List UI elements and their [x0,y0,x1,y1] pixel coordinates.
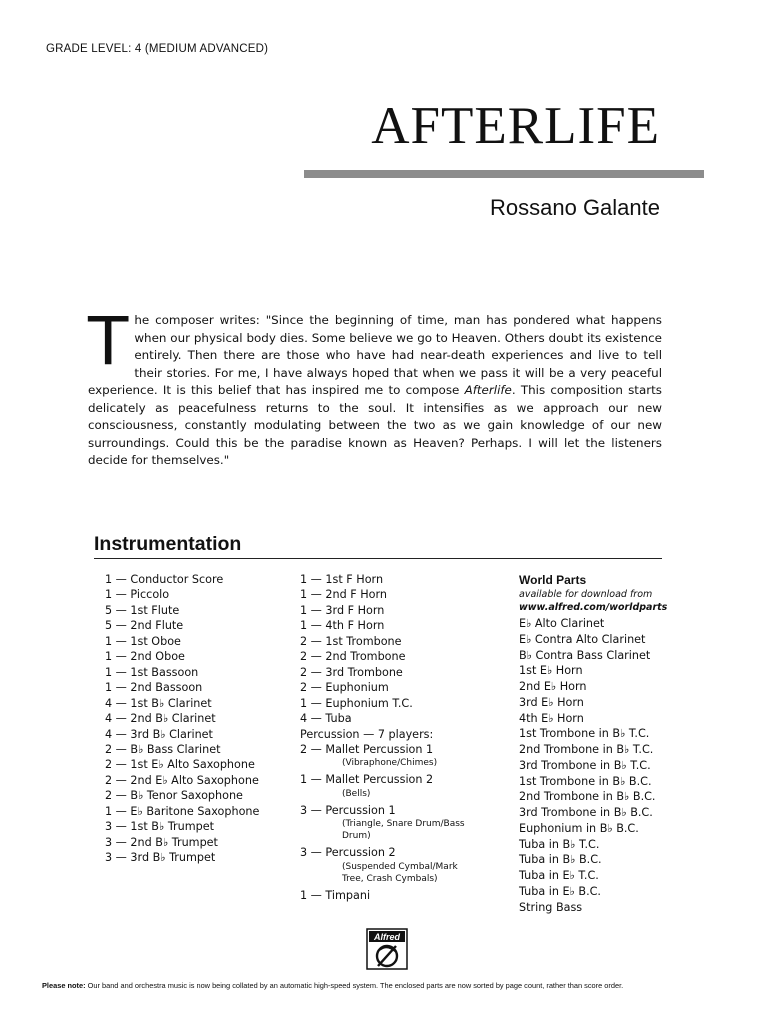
instrument-entry [105,603,259,618]
instrument-entry [105,850,259,865]
instrument-detail: (Vibraphone/Chimes) [342,758,438,769]
instrument-label: 1 — 2nd Bassoon [105,681,203,695]
instrument-entry [300,572,465,587]
program-note-text-1: he composer writes: "Since the beginning of time, man has pondered what happens when our physical body dies. Some believe we go to Heaven. Others doubt its existence entirely. Then there are those who have had near-death experiences and live to tell their stories. For me, I have always hoped that when we pass it will be a very peaceful experience. It is this belief that has inspired me to compose [88,313,662,397]
instrument-entry [105,711,259,726]
instrument-label: 1 — 1st F Horn [300,573,384,586]
instrument-detail: Tree, Crash Cymbals) [342,873,438,884]
drop-cap: T [88,303,129,380]
instrument-entry [300,888,465,903]
instrument-entry [105,649,259,664]
world-parts [519,572,719,915]
world-part-item: Euphonium in B♭ B.C. [519,821,639,835]
instrument-entry [105,757,259,772]
instrument-label: 1 — E♭ Baritone Saxophone [105,804,260,818]
program-note-text-2: . This composition starts delicately as peacefulness returns to the soul. It intensifies as we approach our new consciousness, constantly modulating between the two as we gain knowledge of our new surroundings. Could this be the paradise known as Heaven? Perhaps. I will let the listeners decide for themselves." [88,383,663,467]
instrument-entry [300,680,465,695]
instrument-entry [300,665,465,680]
instrument-label: 1 — Conductor Score [105,573,224,586]
instrument-label: 1 — 1st Oboe [105,634,181,648]
instrumentation-heading: Instrumentation [94,533,242,555]
instrumentation-column-2 [300,572,465,903]
instrument-label: 3 — 3rd B♭ Trumpet [105,851,216,865]
instrument-detail: Drum) [342,831,371,842]
instrument-label: 3 — 2nd B♭ Trumpet [105,835,218,849]
instrument-label: 2 — 2nd E♭ Alto Saxophone [105,773,259,787]
world-part-item: 3rd E♭ Horn [519,695,584,709]
instrument-label: 1 — 4th F Horn [300,619,385,633]
instrument-entry [300,634,465,649]
instrument-entry [105,680,259,695]
footer-note [42,981,623,990]
world-part-item: Tuba in E♭ B.C. [519,884,601,898]
instrument-entry [105,618,259,633]
instrument-label: 1 — Piccolo [105,588,170,602]
instrument-label: Percussion — 7 players: [300,727,434,741]
world-part-item: 4th E♭ Horn [519,711,584,725]
instrument-entry [300,603,465,618]
instrument-entry [105,634,259,649]
instrument-label: 4 — 2nd B♭ Clarinet [105,712,216,726]
instrument-label: 1 — 1st Bassoon [105,665,199,679]
instrument-entry [300,696,465,711]
instrumentation-column-1 [105,572,259,866]
world-part-item: Tuba in B♭ B.C. [519,853,602,867]
instrument-entry [105,572,259,587]
instrument-entry [105,819,259,834]
title-rule [304,170,704,178]
instrument-label: 4 — 1st B♭ Clarinet [105,696,212,710]
instrument-label: 3 — Percussion 2 [300,846,396,860]
program-note-work-title: Afterlife [464,383,512,397]
world-parts-availability: available for download from [519,589,653,600]
world-part-item: Tuba in E♭ T.C. [519,869,599,882]
instrument-detail: (Triangle, Snare Drum/Bass [342,819,465,830]
footer-note-text: Our band and orchestra music is now being collated by an automatic high-speed system. The enclosed parts are now sorted by page count, rather than score order. [85,981,624,990]
world-part-item: 2nd Trombone in B♭ B.C. [519,790,656,804]
world-part-item: 3rd Trombone in B♭ T.C. [519,758,651,772]
composer-name: Rossano Galante [490,195,660,220]
world-parts-url[interactable]: www.alfred.com/worldparts [519,602,668,613]
instrument-label: 2 — 2nd Trombone [300,650,406,664]
instrument-entry [105,727,259,742]
instrument-entry [105,835,259,850]
world-part-item: E♭ Contra Alto Clarinet [519,632,646,646]
instrument-entry [300,587,465,602]
instrument-entry [105,773,259,788]
world-part-item: String Bass [519,900,583,914]
world-part-item: 3rd Trombone in B♭ B.C. [519,806,653,819]
instrument-label: 2 — B♭ Bass Clarinet [105,742,221,756]
world-parts-list [519,616,719,915]
instrument-label: 4 — Tuba [300,712,352,726]
instrument-entry [105,587,259,602]
instrument-label: 2 — 3rd Trombone [300,665,403,679]
grade-level: GRADE LEVEL: 4 (MEDIUM ADVANCED) [46,43,269,55]
world-parts-heading: World Parts [519,573,587,587]
alfred-logo-icon [366,928,408,970]
instrumentation-rule [94,558,662,559]
instrument-entry [300,845,465,884]
instrument-entry [105,742,259,757]
footer-note-label: Please note: [42,981,86,990]
piece-title: AFTERLIFE [371,97,660,155]
world-part-item: B♭ Contra Bass Clarinet [519,648,651,662]
instrument-label: 1 — Euphonium T.C. [300,696,413,710]
logo-text: Alfred [373,932,401,942]
instrument-label: 5 — 2nd Flute [105,619,184,633]
instrument-label: 1 — Mallet Percussion 2 [300,773,434,787]
instrument-label: 1 — 3rd F Horn [300,603,385,617]
instrument-entry [300,711,465,726]
instrument-entry [105,804,259,819]
instrument-entry [300,742,465,769]
instrument-entry [105,788,259,803]
instrument-label: 3 — 1st B♭ Trumpet [105,820,214,834]
instrument-detail: (Suspended Cymbal/Mark [342,861,458,872]
instrument-label: 2 — 1st E♭ Alto Saxophone [105,758,255,772]
world-part-item: 1st Trombone in B♭ T.C. [519,727,650,741]
world-part-item: 1st E♭ Horn [519,664,583,678]
instrument-entry [105,665,259,680]
instrument-entry [105,696,259,711]
world-part-item: 2nd Trombone in B♭ T.C. [519,743,654,756]
program-note [88,303,663,470]
instrument-label: 5 — 1st Flute [105,603,180,617]
instrument-entry [300,727,465,742]
world-part-item: Tuba in B♭ T.C. [519,837,600,851]
alfred-logo [366,928,408,970]
instrument-label: 2 — 1st Trombone [300,634,402,648]
instrument-label: 3 — Percussion 1 [300,803,396,817]
instrument-label: 2 — B♭ Tenor Saxophone [105,789,243,803]
instrument-label: 2 — Euphonium [300,681,389,695]
instrument-detail: (Bells) [342,788,371,799]
world-part-item: E♭ Alto Clarinet [519,617,605,630]
instrument-label: 1 — Timpani [300,888,371,902]
instrument-label: 1 — 2nd F Horn [300,588,388,602]
instrument-label: 4 — 3rd B♭ Clarinet [105,727,213,741]
world-part-item: 1st Trombone in B♭ B.C. [519,774,652,788]
instrument-entry [300,618,465,633]
instrument-label: 2 — Mallet Percussion 1 [300,742,434,756]
instrument-entry [300,803,465,842]
world-part-item: 2nd E♭ Horn [519,680,587,693]
instrument-entry [300,772,465,799]
instrument-entry [300,649,465,664]
instrument-label: 1 — 2nd Oboe [105,650,185,664]
